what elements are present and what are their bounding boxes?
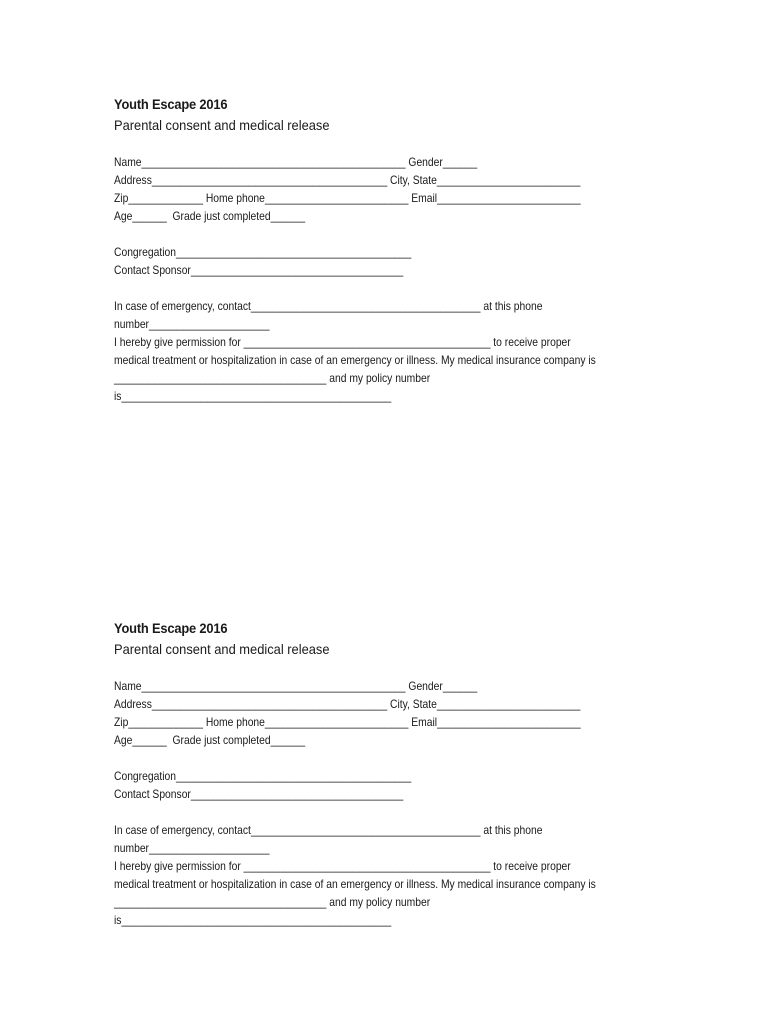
consent-form-1 — [114, 95, 674, 405]
spacer — [114, 749, 674, 767]
consent-form-2 — [114, 619, 674, 929]
permission-line: I hereby give permission for ___________________________________________ to receive proper — [114, 335, 571, 349]
name-gender-line: Name______________________________________________ Gender______ — [114, 155, 478, 169]
form-title: Youth Escape 2016 — [114, 620, 228, 636]
name-gender-line: Name______________________________________________ Gender______ — [114, 679, 478, 693]
zip-phone-email-line: Zip_____________ Home phone_________________________ Email_________________________ — [114, 191, 581, 205]
congregation-line: Congregation_________________________________________ — [114, 245, 412, 259]
spacer — [114, 803, 674, 821]
form-title: Youth Escape 2016 — [114, 96, 228, 112]
age-grade-line: Age______ Grade just completed______ — [114, 209, 306, 223]
insurance-policy-line: _____________________________________ and my policy number — [114, 371, 431, 385]
address-city-line: Address_________________________________________ City, State_________________________ — [114, 173, 581, 187]
form-subtitle: Parental consent and medical release — [114, 117, 330, 133]
zip-phone-email-line: Zip_____________ Home phone_________________________ Email_________________________ — [114, 715, 581, 729]
contact-sponsor-line: Contact Sponsor_____________________________________ — [114, 787, 404, 801]
permission-line: I hereby give permission for ___________________________________________ to receive proper — [114, 859, 571, 873]
contact-sponsor-line: Contact Sponsor_____________________________________ — [114, 263, 404, 277]
form-subtitle: Parental consent and medical release — [114, 641, 330, 657]
medical-treatment-line: medical treatment or hospitalization in case of an emergency or illness. My medical insurance company is — [114, 877, 596, 891]
emergency-contact-line: In case of emergency, contact________________________________________ at this phone — [114, 823, 543, 837]
age-grade-line: Age______ Grade just completed______ — [114, 733, 306, 747]
policy-number-line: is_______________________________________________ — [114, 913, 392, 927]
congregation-line: Congregation_________________________________________ — [114, 769, 412, 783]
spacer — [114, 225, 674, 243]
medical-treatment-line: medical treatment or hospitalization in case of an emergency or illness. My medical insurance company is — [114, 353, 596, 367]
insurance-policy-line: _____________________________________ and my policy number — [114, 895, 431, 909]
spacer — [114, 279, 674, 297]
phone-number-line: number_____________________ — [114, 317, 270, 331]
address-city-line: Address_________________________________________ City, State_________________________ — [114, 697, 581, 711]
emergency-contact-line: In case of emergency, contact________________________________________ at this phone — [114, 299, 543, 313]
phone-number-line: number_____________________ — [114, 841, 270, 855]
policy-number-line: is_______________________________________________ — [114, 389, 392, 403]
